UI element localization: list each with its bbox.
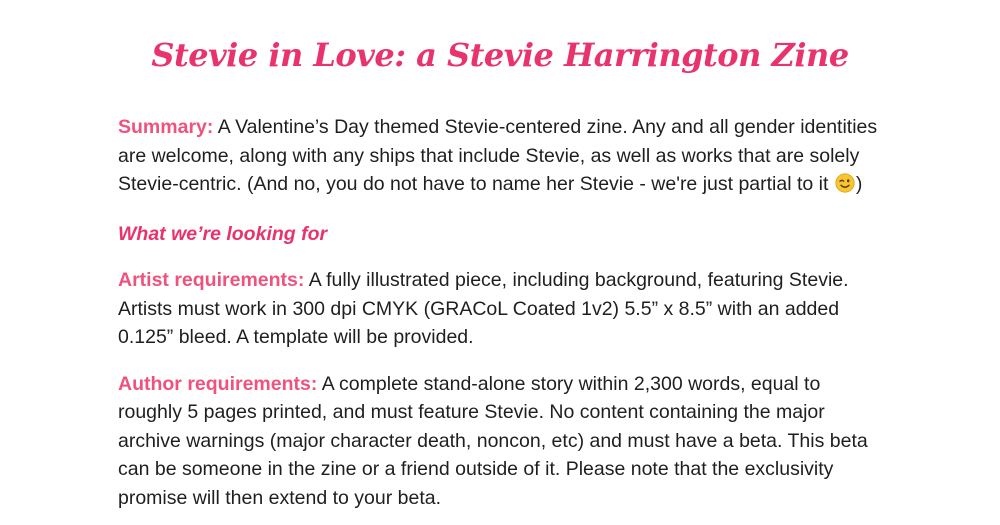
document-body <box>118 113 878 525</box>
summary-paragraph <box>118 113 878 202</box>
winking-face-icon <box>835 173 855 202</box>
document-title: Stevie in Love: a Stevie Harrington Zine <box>151 36 849 74</box>
summary-label: Summary: <box>118 116 214 138</box>
artist-requirements-label: Artist requirements: <box>118 269 305 291</box>
author-requirements-label: Author requirements: <box>118 372 318 395</box>
artist-requirements-paragraph <box>118 266 878 352</box>
looking-for-heading: What we’re looking for <box>118 222 328 245</box>
summary-text: A Valentine’s Day themed Stevie-centered zine. Any and all gender identities are welcome, along with any ships that include Stevie, as well as works that are solely Stevie-centric. (And no, you do not have to name her Stevie - we're just partial to it <box>118 116 878 195</box>
artist-requirements-text: A fully illustrated piece, including background, featuring Stevie. Artists must work in 300 dpi CMYK (GRACoL Coated 1v2) 5.5” x 8.5” with an added 0.125” bleed. A template will be provided. <box>118 269 849 348</box>
summary-text-end: ) <box>855 173 863 195</box>
author-requirements-text: A complete stand-alone story within 2,300 words, equal to roughly 5 pages printed, and must feature Stevie. No content containing the major archive warnings (major character death, noncon, etc) and must have a beta. This beta can be someone in the zine or a friend outside of it. Please note that the exclusivity promise will then extend to your beta. <box>118 372 868 509</box>
author-requirements-paragraph <box>118 370 878 513</box>
